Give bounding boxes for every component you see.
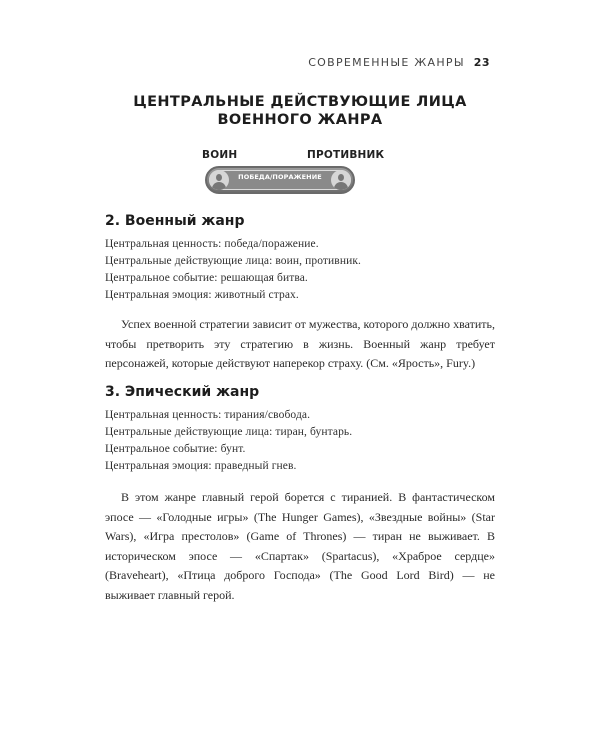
warrior-person-icon	[209, 170, 229, 190]
definition-line: Центральные действующие лица: воин, противник.	[105, 255, 361, 267]
section-heading-epic-genre: 3. Эпический жанр	[105, 384, 260, 400]
figure-title	[0, 93, 600, 129]
running-header	[308, 56, 490, 69]
value-label: ПОБЕДА/ПОРАЖЕНИЕ	[238, 173, 322, 181]
figure-title-line-1: ЦЕНТРАЛЬНЫЕ ДЕЙСТВУЮЩИЕ ЛИЦА	[133, 94, 467, 110]
definition-line: Центральная эмоция: праведный гнев.	[105, 460, 297, 472]
definition-line: Центральная эмоция: животный страх.	[105, 289, 299, 301]
definition-line: Центральная ценность: тирания/свобода.	[105, 409, 311, 421]
definition-line: Центральные действующие лица: тиран, бунтарь.	[105, 426, 353, 438]
page-number: 23	[473, 56, 490, 69]
opponent-person-icon	[331, 170, 351, 190]
epic-genre-definitions	[105, 407, 495, 475]
definition-line: Центральное событие: бунт.	[105, 443, 246, 455]
epic-genre-paragraph: В этом жанре главный герой борется с тиранией. В фантастическом эпосе — «Голодные игры» (The Hunger Games), «Звездные войны» (Star Wars), «Игра престолов» (Game of Thrones) — тиран не выживает. В историческом эпосе — «Спартак» (Spartacus), «Храброе сердце» (Braveheart), «Птица доброго Господа» (The Good Lord Bird) — не выживает главный герой.	[105, 490, 495, 602]
role-label-warrior: ВОИН	[202, 149, 238, 161]
running-title: СОВРЕМЕННЫЕ ЖАНРЫ	[308, 56, 465, 69]
war-genre-definitions	[105, 236, 495, 304]
character-diagram	[205, 166, 355, 194]
definition-line: Центральное событие: решающая битва.	[105, 272, 308, 284]
war-genre-paragraph: Успех военной стратегии зависит от мужества, которого должно хватить, чтобы претворить эту стратегию в жизнь. Военный жанр требует персонажей, которые действуют наперекор страху. (См. «Ярость», Fury.)	[105, 317, 495, 370]
definition-line: Центральная ценность: победа/поражение.	[105, 238, 319, 250]
figure-title-line-2: ВОЕННОГО ЖАНРА	[217, 112, 383, 128]
section-heading-war-genre: 2. Военный жанр	[105, 213, 245, 229]
role-label-opponent: ПРОТИВНИК	[307, 149, 385, 161]
